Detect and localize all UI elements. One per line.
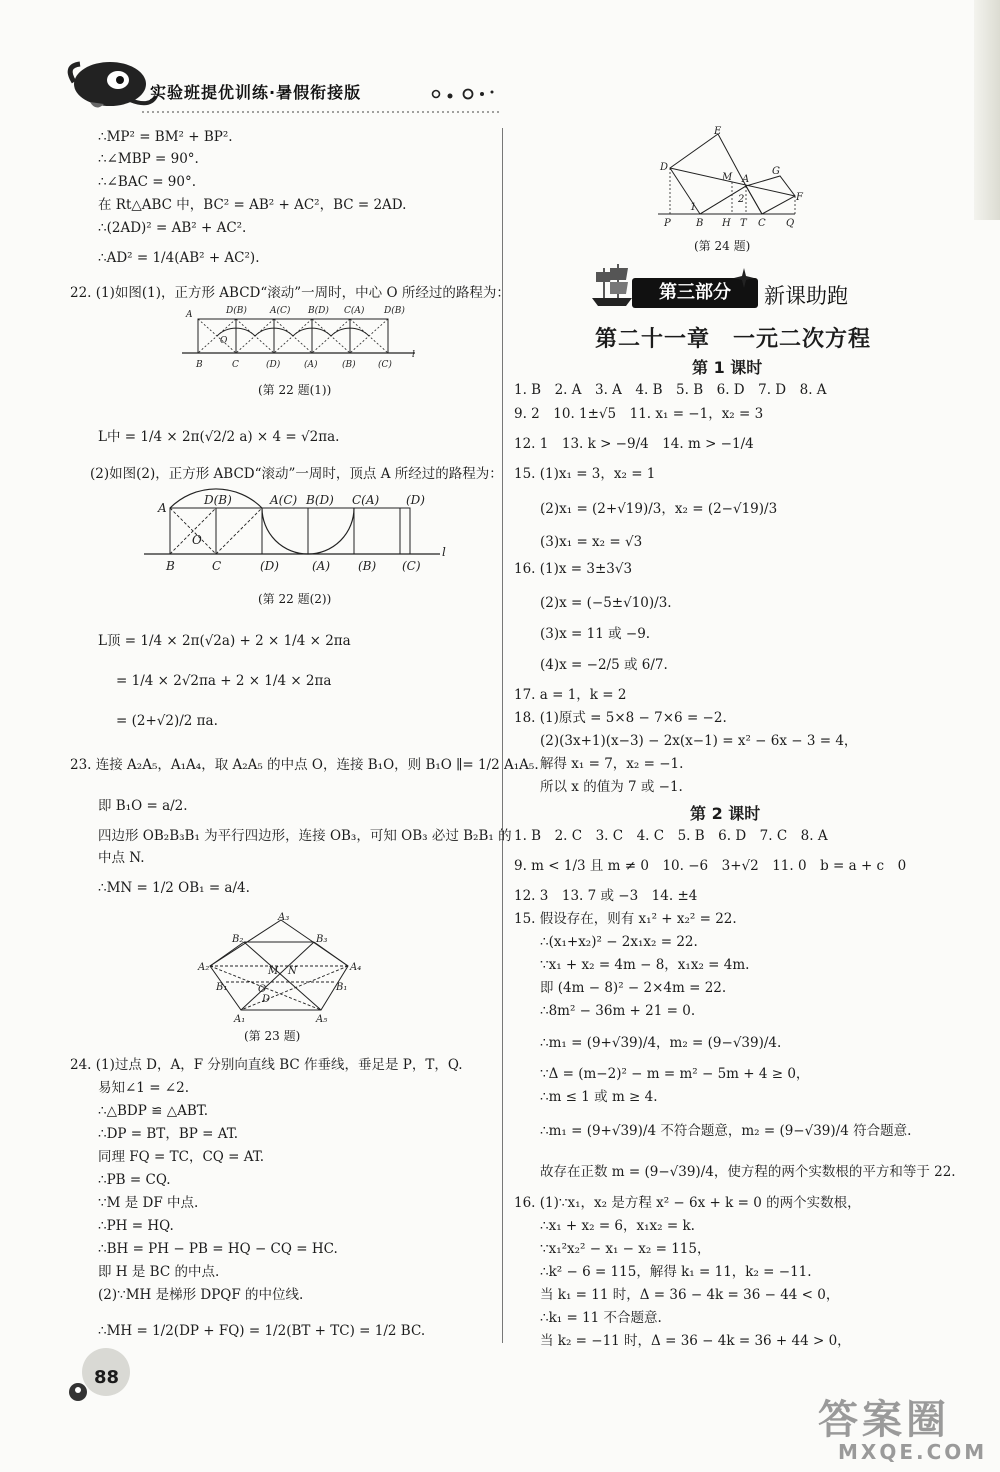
fig22-2-label: C(A) xyxy=(352,493,380,507)
answer-line: ∴m₁ = (9+√39)/4 不符合题意，m₂ = (9−√39)/4 符合题意. xyxy=(540,1123,912,1139)
fig22-1-label: B(D) xyxy=(308,306,329,316)
caption-fig24: (第 24 题) xyxy=(694,239,751,253)
figure-24 xyxy=(650,126,810,234)
fig22-2-label: A(C) xyxy=(270,493,298,507)
left-line-1: ∴MP² = BM² + BP². xyxy=(98,129,233,145)
left-line-24-h: ∴BH = PH − PB = HQ − CQ = HC. xyxy=(98,1241,338,1257)
fig22-2-label: D(B) xyxy=(204,493,232,507)
fig22-1-label: (C) xyxy=(378,360,392,370)
fig24-label: P xyxy=(664,218,671,229)
left-line-4: 在 Rt△ABC 中，BC² = AB² + AC²，BC = 2AD. xyxy=(98,197,407,213)
answer-line: ∴k² − 6 = 115，解得 k₁ = 11，k₂ = −11. xyxy=(540,1264,812,1280)
fig22-1-label: D(B) xyxy=(226,306,247,316)
answer-line: ∴8m² − 36m + 21 = 0. xyxy=(540,1003,696,1019)
fig24-label: A xyxy=(742,174,750,185)
fig24-label: B xyxy=(696,218,704,229)
left-line-24-f: ∵M 是 DF 中点. xyxy=(98,1195,199,1211)
fig22-2-line-label: l xyxy=(442,545,446,559)
header-title: 实验班提优训练·暑假衔接版 xyxy=(150,83,362,102)
answer-line: 1. B 2. C 3. C 4. C 5. B 6. D 7. C 8. A xyxy=(514,828,828,844)
fig24-label: E xyxy=(714,126,722,137)
problem-22-1: 22. (1)如图(1)，正方形 ABCD“滚动”一周时，中心 O 所经过的路程为： xyxy=(70,285,510,301)
answer-line: ∴x₁ + x₂ = 6，x₁x₂ = k. xyxy=(540,1218,695,1234)
answer-line: 当 k₁ = 11 时，Δ = 36 − 4k = 36 − 44 < 0， xyxy=(540,1287,840,1303)
fig24-label: Q xyxy=(786,218,795,229)
watermark-url: MXQE.COM xyxy=(838,1440,988,1464)
answer-line: ∴(x₁+x₂)² − 2x₁x₂ = 22. xyxy=(540,934,698,950)
fig22-1-label: A(C) xyxy=(270,306,291,316)
left-line-MN: ∴MN = 1/2 OB₁ = a/4. xyxy=(98,880,250,896)
answer-line: 9. m < 1/3 且 m ≠ 0 10. −6 3+√2 11. 0 b = a + c 0 xyxy=(514,858,907,874)
dots-ornament-icon xyxy=(430,86,510,106)
fig22-1-label: B xyxy=(196,360,203,370)
answer-line: 9. 2 10. 1±√5 11. x₁ = −1，x₂ = 3 xyxy=(514,406,764,422)
fig24-label: T xyxy=(740,218,747,229)
fig24-label: H xyxy=(722,218,731,229)
fig23-label: A₅ xyxy=(316,1014,328,1024)
answer-line: ∵x₁²x₂² − x₁ − x₂ = 115， xyxy=(540,1241,711,1257)
answer-line: 所以 x 的值为 7 或 −1. xyxy=(540,779,683,795)
fig22-2-label: B xyxy=(166,559,175,573)
left-line-L-vertex: L顶 = 1/4 × 2π(√2a) + 2 × 1/4 × 2πa xyxy=(98,633,351,649)
left-line-24-e: ∴PB = CQ. xyxy=(98,1172,171,1188)
page-edge xyxy=(974,0,1000,220)
fig24-label: C xyxy=(758,218,766,229)
fig22-2-label: (B) xyxy=(358,559,377,573)
figure-22-2 xyxy=(140,488,460,580)
fig22-2-center: O xyxy=(192,533,202,547)
answer-line: 18. (1)原式 = 5×8 − 7×6 = −2. xyxy=(514,710,727,726)
fig24-label: 1 xyxy=(690,202,697,213)
left-line-24-j: (2)∵MH 是梯形 DPQF 的中位线. xyxy=(98,1287,304,1303)
fig23-label: D xyxy=(262,994,271,1005)
answer-line: (2)(3x+1)(x−3) − 2x(x−1) = x² − 6x − 3 = 4， xyxy=(540,733,858,749)
fig24-label: D xyxy=(660,162,669,173)
left-line-6: ∴AD² = 1/4(AB² + AC²). xyxy=(98,250,260,266)
fig22-2-label: (A) xyxy=(312,559,331,573)
left-line-24-i: 即 H 是 BC 的中点. xyxy=(98,1264,220,1280)
answer-line: 16. (1)∵x₁，x₂ 是方程 x² − 6x + k = 0 的两个实数根， xyxy=(514,1195,861,1211)
problem-22-2: (2)如图(2)，正方形 ABCD“滚动”一周时，顶点 A 所经过的路程为： xyxy=(90,466,503,482)
column-separator xyxy=(502,128,503,1343)
chapter-title: 第二十一章 一元二次方程 xyxy=(595,327,872,352)
mascot-icon xyxy=(60,52,160,114)
left-line-midpoint-N: 中点 N. xyxy=(98,850,145,866)
left-line-3: ∴∠BAC = 90°. xyxy=(98,174,197,190)
left-line-parallelogram: 四边形 OB₂B₃B₁ 为平行四边形，连接 OB₃，可知 OB₃ 必过 B₂B₁ 的 xyxy=(98,828,512,844)
fig22-2-label: A xyxy=(158,501,167,515)
fig22-1-label: C xyxy=(232,360,239,370)
fig23-label: B₁ xyxy=(216,982,228,993)
left-line-L-center: L中 = 1/4 × 2π(√2/2 a) × 4 = √2πa. xyxy=(98,429,340,445)
fig22-1-label: A xyxy=(186,310,193,320)
fig22-1-label: (A) xyxy=(304,360,318,370)
left-line-5: ∴(2AD)² = AB² + AC². xyxy=(98,220,247,236)
fig22-1-label: (B) xyxy=(342,360,356,370)
fig23-label: A₄ xyxy=(350,962,362,973)
left-line-24-g: ∴PH = HQ. xyxy=(98,1218,174,1234)
header-rule xyxy=(62,108,512,116)
figure-23 xyxy=(196,912,366,1024)
fig22-1-center: O xyxy=(220,336,228,346)
answer-line: 15. 假设存在，则有 x₁² + x₂² = 22. xyxy=(514,911,737,927)
answer-line: (2)x₁ = (2+√19)/3，x₂ = (2−√19)/3 xyxy=(540,501,778,517)
fig22-2-label: (C) xyxy=(402,559,421,573)
fig24-label: 2 xyxy=(738,194,745,205)
left-line-24-a: 易知∠1 = ∠2. xyxy=(98,1080,189,1096)
caption-fig22-2: (第 22 题(2)) xyxy=(258,592,332,606)
answer-line: 即 (4m − 8)² − 2×4m = 22. xyxy=(540,980,727,996)
fig22-2-label: (D) xyxy=(406,493,425,507)
fig22-1-label: C(A) xyxy=(344,306,365,316)
answer-line: 17. a = 1，k = 2 xyxy=(514,687,627,703)
caption-fig22-1: (第 22 题(1)) xyxy=(258,383,332,397)
left-line-B1O: 即 B₁O = a/2. xyxy=(98,798,188,814)
sailing-ship-icon xyxy=(588,262,636,308)
fig23-label: B₃ xyxy=(316,934,328,945)
fig23-label: A₂ xyxy=(198,962,210,973)
answer-line: 12. 1 13. k > −9/4 14. m > −1/4 xyxy=(514,436,754,452)
left-line-L-vertex-3: = (2+√2)/2 πa. xyxy=(116,713,218,729)
problem-24: 24. (1)过点 D，A，F 分别向直线 BC 作垂线，垂足是 P，T，Q. xyxy=(70,1057,463,1073)
left-line-24-b: ∴△BDP ≌ △ABT. xyxy=(98,1103,209,1119)
left-line-24-k: ∴MH = 1/2(DP + FQ) = 1/2(BT + TC) = 1/2 BC. xyxy=(98,1323,426,1339)
left-line-24-d: 同理 FQ = TC，CQ = AT. xyxy=(98,1149,265,1165)
answer-line: 解得 x₁ = 7，x₂ = −1. xyxy=(540,756,684,772)
answer-line: (2)x = (−5±√10)/3. xyxy=(540,595,672,611)
page-number: 88 xyxy=(94,1367,120,1388)
fig22-2-label: (D) xyxy=(260,559,279,573)
answer-line: (4)x = −2/5 或 6/7. xyxy=(540,657,668,673)
fig22-1-line-label: l xyxy=(412,350,415,360)
fig23-label: O xyxy=(258,984,267,995)
left-line-24-c: ∴DP = BT，BP = AT. xyxy=(98,1126,239,1142)
left-line-L-vertex-2: = 1/4 × 2√2πa + 2 × 1/4 × 2πa xyxy=(116,673,332,689)
fig22-1-label: (D) xyxy=(266,360,281,370)
fig24-label: G xyxy=(772,166,780,177)
problem-23: 23. 连接 A₂A₅，A₁A₄，取 A₂A₅ 的中点 O，连接 B₁O，则 B₁O ∥= 1/2 A₁A₅. xyxy=(70,757,539,773)
fig23-label: A₃ xyxy=(278,912,290,923)
fig22-1-label: D(B) xyxy=(384,306,405,316)
answer-line: (3)x = 11 或 −9. xyxy=(540,626,651,642)
section-subtitle: 新课助跑 xyxy=(764,284,848,308)
sparkle-icon xyxy=(734,268,754,288)
lesson-1-title: 第 1 课时 xyxy=(692,358,763,377)
fig24-label: M xyxy=(722,172,733,183)
fig23-label: B₂ xyxy=(232,934,244,945)
watermark-logo: 答案圈 xyxy=(818,1397,950,1443)
fig22-2-label: B(D) xyxy=(306,493,334,507)
figure-22-1 xyxy=(180,303,430,373)
fig23-label: A₁ xyxy=(234,1014,246,1024)
answer-line: (3)x₁ = x₂ = √3 xyxy=(540,534,643,550)
fig22-2-label: C xyxy=(212,559,222,573)
left-line-2: ∴∠MBP = 90°. xyxy=(98,151,199,167)
caption-fig23: (第 23 题) xyxy=(244,1029,301,1043)
fig24-label: F xyxy=(796,192,803,203)
fig23-label: M xyxy=(268,966,279,977)
answer-line: 12. 3 13. 7 或 −3 14. ±4 xyxy=(514,888,698,904)
answer-line: 15. (1)x₁ = 3，x₂ = 1 xyxy=(514,466,656,482)
fig23-label: N xyxy=(288,966,297,977)
answer-line: 当 k₂ = −11 时，Δ = 36 − 4k = 36 + 44 > 0， xyxy=(540,1333,851,1349)
fig23-label: B₁ xyxy=(336,982,348,993)
answer-line: ∴m₁ = (9+√39)/4，m₂ = (9−√39)/4. xyxy=(540,1035,782,1051)
answer-line: ∴m ≤ 1 或 m ≥ 4. xyxy=(540,1089,658,1105)
answer-line: 故存在正数 m = (9−√39)/4，使方程的两个实数根的平方和等于 22. xyxy=(540,1164,956,1180)
section-banner-text: 第三部分 xyxy=(659,282,731,303)
answer-line: ∵Δ = (m−2)² − m = m² − 5m + 4 ≥ 0， xyxy=(540,1066,810,1082)
answer-line: 16. (1)x = 3±3√3 xyxy=(514,561,633,577)
answer-line: ∴k₁ = 11 不合题意. xyxy=(540,1310,662,1326)
answer-line: 1. B 2. A 3. A 4. B 5. B 6. D 7. D 8. A xyxy=(514,382,827,398)
answer-line: ∵x₁ + x₂ = 4m − 8，x₁x₂ = 4m. xyxy=(540,957,750,973)
lesson-2-title: 第 2 课时 xyxy=(690,804,761,823)
